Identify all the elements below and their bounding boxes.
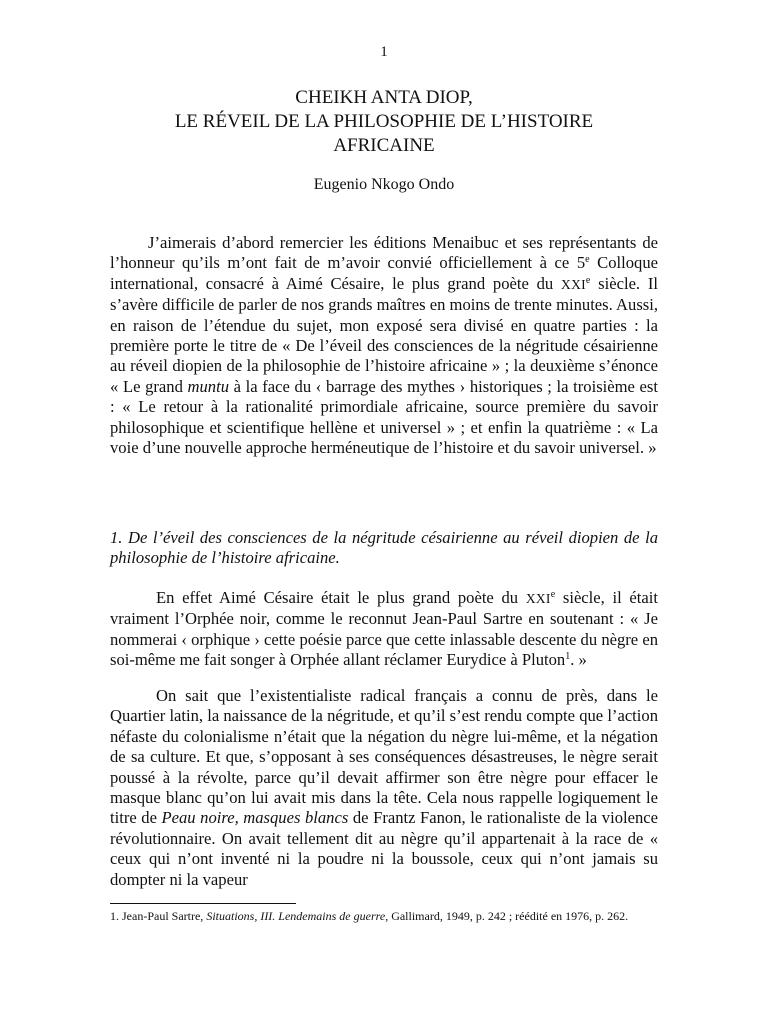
title-line-2: LE RÉVEIL DE LA PHILOSOPHIE DE L’HISTOIRE — [174, 111, 594, 132]
intro-text-c: siècle. Il s’avère difficile de parler de nos grands maîtres en moins de trente minutes. Aussi, en raison de l’étendue du sujet, mon exposé sera divisé en quatre parties : la première porte le titre de « De l’éveil des consciences de la négritude césairienne au réveil diopien de la philosophie de l’histoire africaine » ; la deuxième s’énonce « Le grand — [110, 273, 658, 396]
paragraph-text-a: En effet Aimé Césaire était le plus grand poète du — [156, 588, 526, 607]
ordinal-superscript: e — [585, 274, 591, 286]
intro-text-b: Colloque international, consacré à Aimé Césaire, le plus grand poète du — [110, 253, 658, 293]
paragraph-text-c: . » — [570, 650, 587, 670]
footnote-1 — [110, 909, 658, 924]
section-heading: 1. De l’éveil des consciences de la négritude césairienne au réveil diopien de la philosophie de l’histoire africaine. — [110, 528, 658, 568]
footnote-text-a: 1. Jean-Paul Sartre, — [110, 909, 207, 923]
footnote-divider — [110, 903, 296, 904]
century-numeral: XXI — [525, 591, 551, 606]
intro-text-d: à la face du ‹ barrage des mythes › historiques ; la troisième est : « Le retour à la rationalité primordiale africaine, source première du savoir philosophique et scientifique hellène et universel » ; et enfin la quatrième : « La voie d’une nouvelle approche herméneutique de l’histoire et du savoir universel. » — [110, 376, 658, 458]
page-number: 1 — [380, 44, 388, 60]
italic-term: muntu — [187, 376, 229, 396]
paragraph-text-b: de Frantz Fanon, le rationaliste de la violence révolutionnaire. On avait tellement dit au nègre qu’il appartenait à la race de « ceux qui n’ont inventé ni la poudre ni la boussole, ceux qui n’ont jamais su dompter ni la vapeur — [110, 808, 658, 889]
paragraph-text-b: siècle, il était vraiment l’Orphée noir, comme le reconnut Jean-Paul Sartre en soutenant : « Je nommerai ‹ orphique › cette poésie parce que cette inlassable descente du nègre en soi-même me fait songer à Orphée allant réclamer Eurydice à Pluton — [110, 588, 658, 670]
century-numeral: XXI — [561, 276, 586, 292]
intro-text-a: J’aimerais d’abord remercier les éditions Menaibuc et ses représentants de l’honneur qu’ils m’ont fait de m’avoir convié officiellement à ce 5 — [110, 233, 658, 273]
title-line-3: AFRICAINE — [333, 135, 435, 156]
document-title — [100, 86, 668, 158]
footnote-book-title: Situations, III. Lendemains de guerre — [206, 909, 386, 923]
author-name: Eugenio Nkogo Ondo — [313, 176, 455, 193]
ordinal-superscript: e — [585, 254, 590, 266]
footnote-text-b: , Gallimard, 1949, p. 242 ; réédité en 1976, p. 262. — [385, 909, 629, 923]
body-paragraph-1 — [110, 588, 658, 671]
title-line-1: CHEIKH ANTA DIOP, — [295, 87, 473, 108]
footnote-reference[interactable]: 1 — [565, 651, 571, 663]
book-title: Peau noire, masques blancs — [161, 808, 349, 828]
ordinal-superscript: e — [550, 589, 556, 600]
body-paragraph-2 — [110, 686, 658, 890]
paragraph-text-a: On sait que l’existentialiste radical français a connu de près, dans le Quartier latin, la naissance de la négritude, et qu’il s’est rendu compte que l’action néfaste du colonialisme n’était que la négation du nègre lui-même, et la négation de sa culture. Et que, s’opposant à ses conséquences désastreuses, le nègre serait poussé à la révolte, parce qu’il devait affirmer son être nègre pour effacer le masque blanc qu’on lui avait mis dans la tête. Cela nous rappelle logiquement le titre de — [110, 686, 658, 828]
intro-paragraph — [110, 233, 658, 458]
